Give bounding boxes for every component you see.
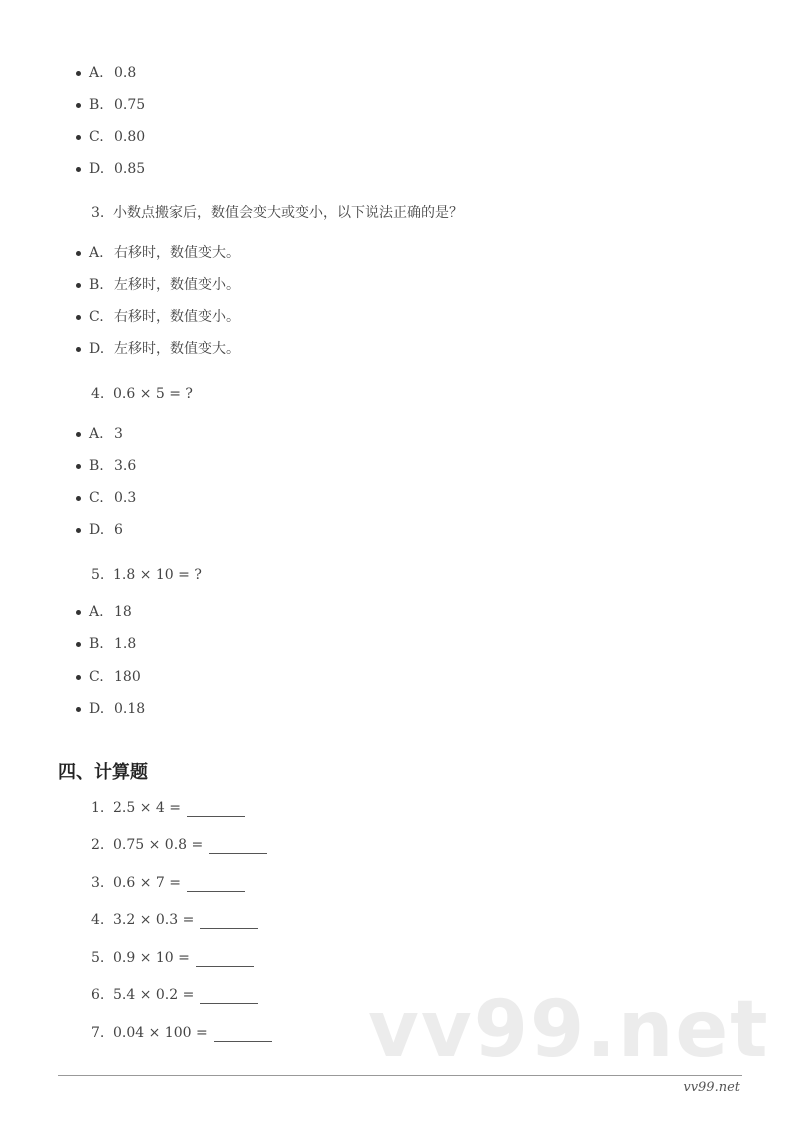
bullet-icon — [76, 528, 81, 533]
answer-blank[interactable] — [200, 914, 258, 929]
bullet-icon — [76, 167, 81, 172]
item-text: 2.5 × 4 = — [113, 800, 181, 816]
option-label: A. — [89, 604, 104, 620]
option-text: 0.80 — [114, 129, 146, 145]
option-label: D. — [89, 161, 105, 177]
option-text: 右移时，数值变小。 — [114, 309, 240, 325]
question-text: 1.8 × 10 = ? — [113, 567, 202, 583]
item-number: 3. — [91, 875, 105, 891]
footer-divider — [58, 1075, 742, 1076]
item-text: 0.6 × 7 = — [113, 875, 181, 891]
option-text: 左移时，数值变大。 — [114, 341, 240, 357]
item-number: 7. — [91, 1025, 105, 1041]
bullet-icon — [76, 675, 81, 680]
option-text: 右移时，数值变大。 — [114, 245, 240, 261]
item-number: 4. — [91, 912, 105, 928]
question-text: 小数点搬家后，数值会变大或变小，以下说法正确的是？ — [113, 205, 463, 221]
option-label: C. — [89, 490, 104, 506]
bullet-icon — [76, 71, 81, 76]
bullet-icon — [76, 464, 81, 469]
option-text: 0.75 — [114, 97, 146, 113]
item-text: 3.2 × 0.3 = — [113, 912, 195, 928]
option-label: A. — [89, 65, 104, 81]
question-number: 5. — [91, 567, 105, 583]
answer-blank[interactable] — [200, 989, 258, 1004]
answer-blank[interactable] — [196, 952, 254, 967]
bullet-icon — [76, 432, 81, 437]
question-number: 4. — [91, 386, 105, 402]
bullet-icon — [76, 642, 81, 647]
answer-blank[interactable] — [214, 1027, 272, 1042]
option-text: 1.8 — [114, 636, 137, 652]
option-label: C. — [89, 669, 104, 685]
watermark: vv99.net — [368, 985, 770, 1075]
option-label: B. — [89, 277, 104, 293]
bullet-icon — [76, 251, 81, 256]
option-text: 6 — [114, 522, 123, 538]
option-label: D. — [89, 701, 105, 717]
answer-blank[interactable] — [187, 877, 245, 892]
option-label: C. — [89, 129, 104, 145]
option-text: 18 — [114, 604, 132, 620]
answer-blank[interactable] — [187, 802, 245, 817]
option-text: 180 — [114, 669, 141, 685]
option-text: 左移时，数值变小。 — [114, 277, 240, 293]
item-text: 0.04 × 100 = — [113, 1025, 208, 1041]
bullet-icon — [76, 347, 81, 352]
option-text: 0.85 — [114, 161, 146, 177]
option-text: 0.18 — [114, 701, 146, 717]
option-text: 3.6 — [114, 458, 137, 474]
answer-blank[interactable] — [209, 839, 267, 854]
bullet-icon — [76, 135, 81, 140]
bullet-icon — [76, 610, 81, 615]
footer-site: vv99.net — [683, 1080, 740, 1095]
bullet-icon — [76, 707, 81, 712]
option-text: 0.8 — [114, 65, 137, 81]
question-number: 3. — [91, 205, 105, 221]
item-number: 6. — [91, 987, 105, 1003]
option-label: A. — [89, 245, 104, 261]
option-label: B. — [89, 97, 104, 113]
bullet-icon — [76, 283, 81, 288]
option-label: D. — [89, 522, 105, 538]
bullet-icon — [76, 496, 81, 501]
bullet-icon — [76, 103, 81, 108]
item-number: 2. — [91, 837, 105, 853]
bullet-icon — [76, 315, 81, 320]
option-label: A. — [89, 426, 104, 442]
option-label: C. — [89, 309, 104, 325]
option-label: B. — [89, 458, 104, 474]
item-number: 5. — [91, 950, 105, 966]
item-number: 1. — [91, 800, 105, 816]
option-label: D. — [89, 341, 105, 357]
item-text: 0.75 × 0.8 = — [113, 837, 204, 853]
option-text: 3 — [114, 426, 123, 442]
item-text: 5.4 × 0.2 = — [113, 987, 195, 1003]
option-label: B. — [89, 636, 104, 652]
option-text: 0.3 — [114, 490, 137, 506]
question-text: 0.6 × 5 = ? — [113, 386, 193, 402]
item-text: 0.9 × 10 = — [113, 950, 190, 966]
section-heading: 四、计算题 — [58, 762, 148, 783]
